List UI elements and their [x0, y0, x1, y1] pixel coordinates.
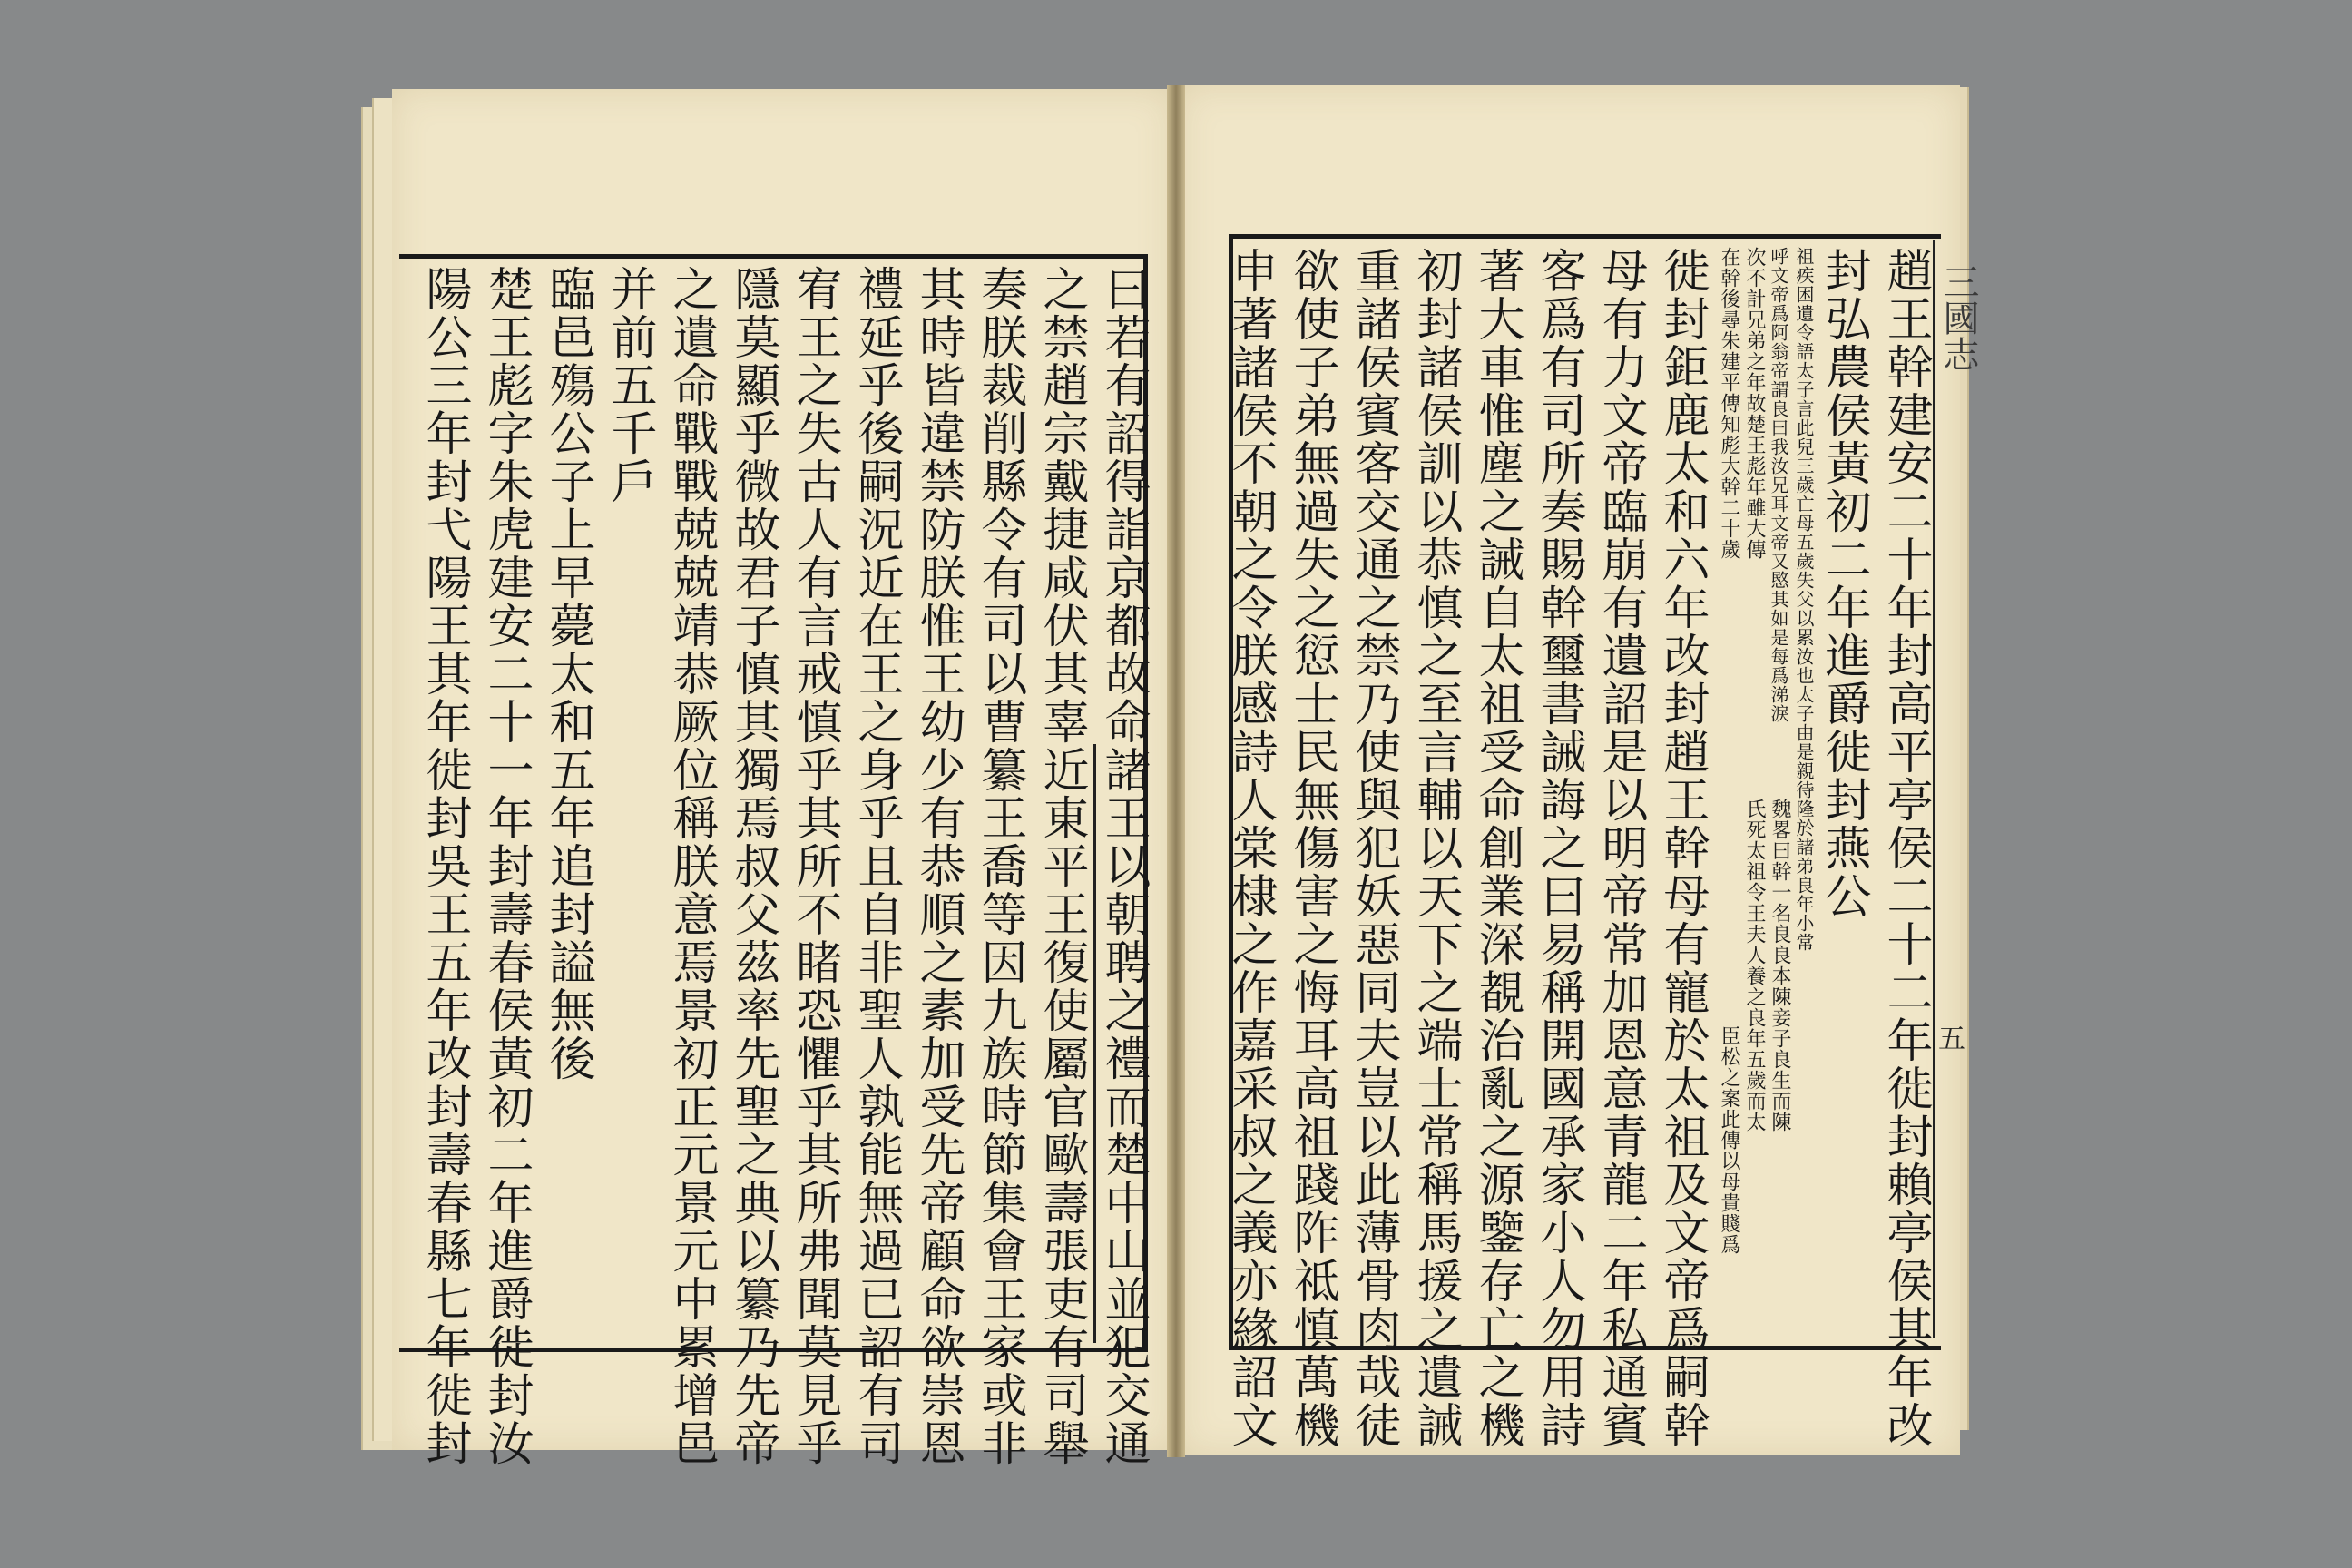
- leaf-number: 五: [1938, 1024, 1965, 1055]
- annotation-col-6: 在幹後尋朱建平傳知彪大幹二十歲: [1718, 247, 1740, 560]
- left-col-6: 宥王之失古人有言戒慎乎其所不睹恐懼乎其所弗聞莫見乎: [788, 265, 841, 1467]
- right-col-9: 欲使子弟無過失之愆士民無傷害之悔耳高祖踐阼祗慎萬機: [1285, 247, 1338, 1449]
- annotation-col-7: 臣松之案此傳以母貴賤爲: [1718, 1025, 1740, 1255]
- left-col-9: 并前五千戶: [603, 265, 656, 505]
- annotation-col-5: 次不計兄弟之年故楚王彪年雖大傳: [1743, 247, 1766, 560]
- left-col-11: 楚王彪字朱虎建安二十一年封壽春侯黃初二年進爵徙封汝: [479, 265, 533, 1467]
- right-col-4: 母有力文帝臨崩有遺詔是以明帝常加恩意青龍二年私通賓: [1593, 247, 1647, 1449]
- book-gutter: [1167, 85, 1185, 1457]
- right-col-5: 客爲有司所奏賜幹璽書誡誨之曰易稱開國承家小人勿用詩: [1532, 247, 1585, 1449]
- right-col-7: 初封諸侯訓以恭慎之至言輔以天下之端士常稱馬援之遺誡: [1408, 247, 1462, 1449]
- column-rule: [1093, 744, 1096, 1343]
- annotation-col-4: 呼文帝爲阿翁帝謂良曰我汝兄耳文帝又愍其如是每爲涕淚: [1768, 247, 1789, 723]
- margin-title: 三國志: [1937, 263, 1979, 372]
- left-col-4: 其時皆違禁防朕惟王幼少有恭順之素加受先帝顧命欲崇恩: [911, 265, 965, 1467]
- left-col-1: 曰若有詔得詣京都故命諸王以朝聘之禮而楚中山並犯交通: [1096, 265, 1150, 1467]
- left-col-10: 臨邑殤公子上早薨太和五年追封謚無後: [541, 265, 594, 1083]
- right-col-10: 申著諸侯不朝之令朕感詩人棠棣之作嘉采叔之義亦緣詔文: [1223, 247, 1277, 1449]
- left-col-7: 隱莫顯乎微故君子慎其獨焉叔父茲率先聖之典以纂乃先帝: [726, 265, 779, 1467]
- right-frame-rule: [1933, 240, 1936, 1338]
- right-col-6: 著大車惟塵之誡自太祖受命創業深覩治亂之源鑒存亡之機: [1470, 247, 1524, 1449]
- left-col-5: 禮延乎後嗣況近在王之身乎且自非聖人孰能無過已詔有司: [849, 265, 903, 1467]
- annotation-col-1: 魏畧曰幹一名良良本陳妾子良生而陳: [1769, 799, 1791, 1132]
- left-col-8: 之遺命戰戰兢兢靖恭厥位稱朕意焉景初正元景元中累增邑: [664, 265, 718, 1467]
- annotation-col-3: 祖疾困遺令語太子言此兒三歲亡母五歲失父以累汝也太子由是親待隆於諸弟良年小常: [1793, 247, 1815, 952]
- annotation-col-2: 氏死太祖令王夫人養之良年五歲而太: [1743, 799, 1766, 1132]
- right-col-3: 徙封鉅鹿太和六年改封趙王幹母有寵於太祖及文帝爲嗣幹: [1655, 247, 1709, 1449]
- right-col-1: 趙王幹建安二十年封高平亭侯二十二年徙封賴亭侯其年改: [1878, 247, 1932, 1449]
- right-col-2: 封弘農侯黃初二年進爵徙封燕公: [1817, 247, 1870, 920]
- left-col-2: 之禁趙宗戴捷咸伏其辜近東平王復使屬官歐壽張吏有司舉: [1034, 265, 1088, 1467]
- left-col-12: 陽公三年封弋陽王其年徙封吳王五年改封壽春縣七年徙封: [417, 265, 471, 1467]
- left-col-3: 奏朕裁削縣令有司以曹纂王喬等因九族時節集會王家或非: [973, 265, 1026, 1467]
- right-col-8: 重諸侯賓客交通之禁乃使與犯妖惡同夫豈以此薄骨肉哉徒: [1347, 247, 1400, 1449]
